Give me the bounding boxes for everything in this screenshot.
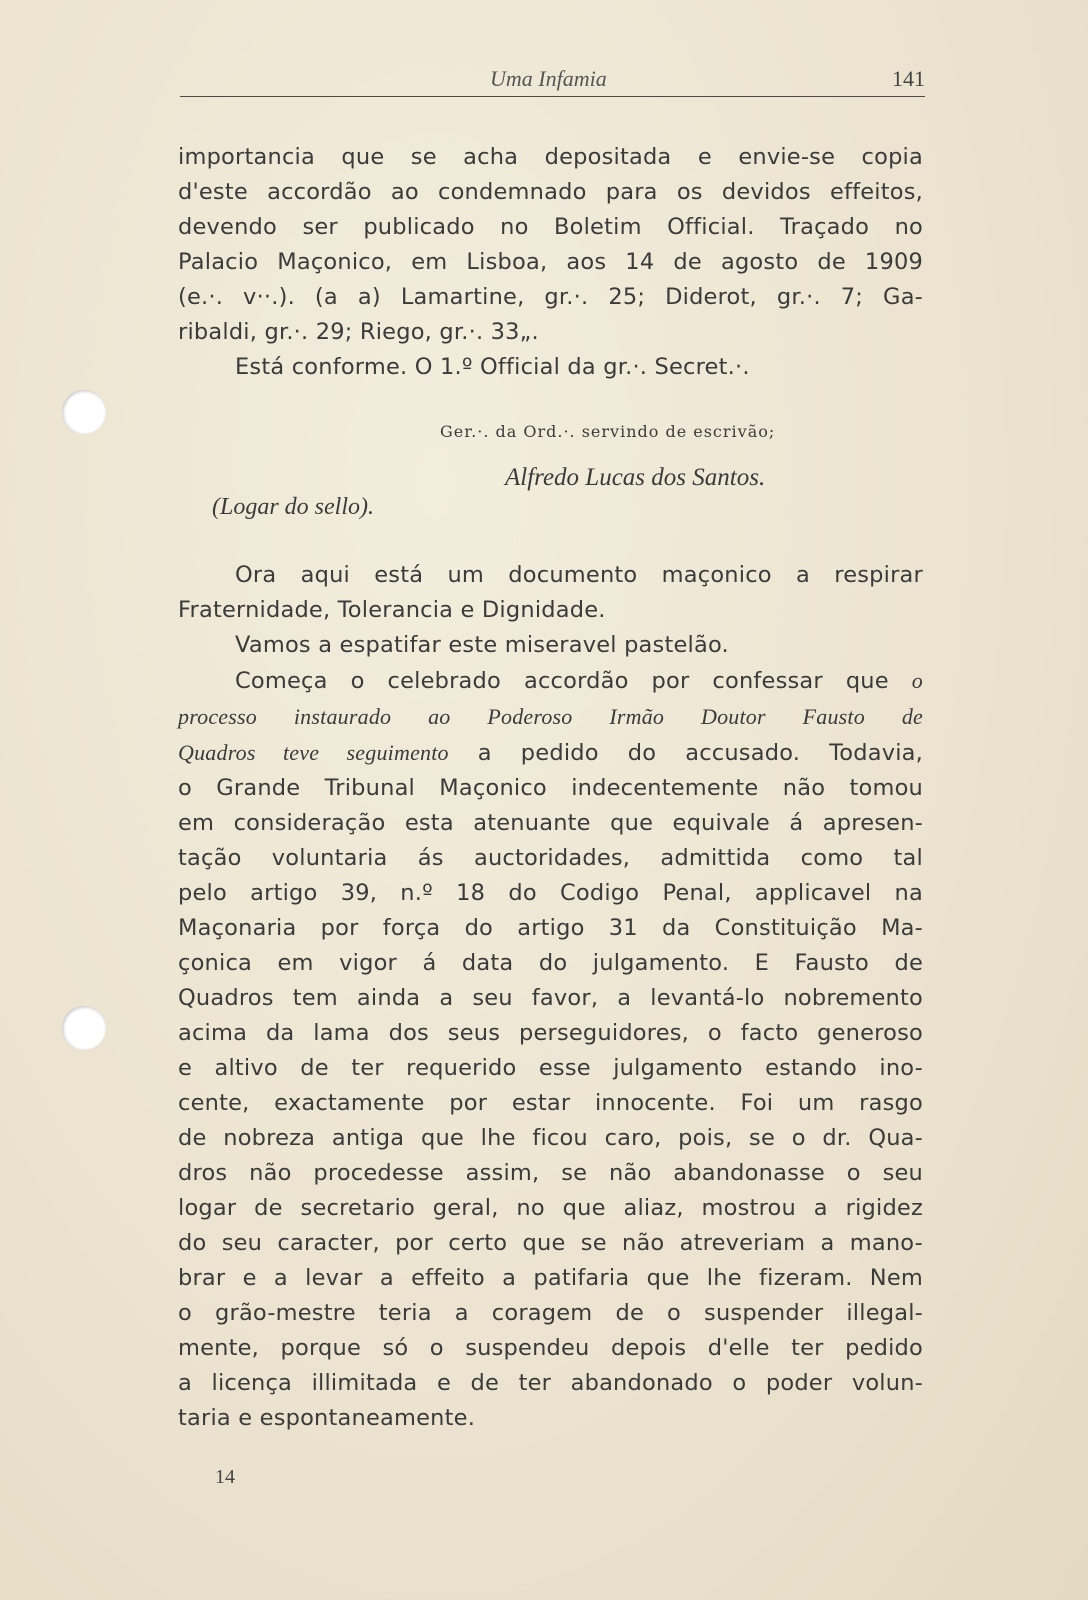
text-line: em consideração esta atenuante que equivale á apresen- [178,810,923,836]
text-line: acima da lama dos seus perseguidores, o facto generoso [178,1020,923,1046]
seal-place: (Logar do sello). [212,494,374,520]
printer-signature-mark: 14 [215,1466,235,1488]
text-line: Está conforme. O 1.º Official da gr.·. Secret.·. [235,354,750,380]
text-line: Palacio Maçonico, em Lisboa, aos 14 de agosto de 1909 [178,249,923,275]
signature-name: Alfredo Lucas dos Santos. [505,464,766,491]
text-line: logar de secretario geral, no que aliaz, mostrou a rigidez [178,1195,923,1221]
text-line: e altivo de ter requerido esse julgamento estando ino- [178,1055,923,1081]
text-line: taria e espontaneamente. [178,1405,476,1431]
text-line: de nobreza antiga que lhe ficou caro, pois, se o dr. Qua- [178,1125,923,1151]
text-line: cente, exactamente por estar innocente. Foi um rasgo [178,1090,923,1116]
paragraph-decree [178,140,923,385]
text-line: tação voluntaria ás auctoridades, admittida como tal [178,845,923,871]
italic-segment: o [911,668,923,693]
text-line: pelo artigo 39, n.º 18 do Codigo Penal, applicavel na [178,880,923,906]
italic-segment: processo instaurado ao Poderoso Irmão Doutor Fausto de [178,704,923,729]
text-line: Ora aqui está um documento maçonico a respirar [235,562,923,588]
italic-segment: Quadros teve seguimento [178,740,449,765]
text-line: ribaldi, gr.·. 29; Riego, gr.·. 33„. [178,319,539,345]
text-line: Fraternidade, Tolerancia e Dignidade. [178,597,606,623]
text-line: d'este accordão ao condemnado para os devidos effeitos, [178,179,923,205]
text-line: importancia que se acha depositada e envie-se copia [178,144,923,170]
text-line: Maçonaria por força do artigo 31 da Constituição Ma- [178,915,923,941]
text-line: devendo ser publicado no Boletim Official. Traçado no [178,214,923,240]
text-line [178,735,923,771]
page-number: 141 [892,66,925,91]
punch-hole-upper [62,390,106,434]
text-line: mente, porque só o suspendeu depois d'elle ter pedido [178,1335,923,1361]
text-segment: Começa o celebrado accordão por confessar que [235,668,912,694]
text-line: do seu caracter, por certo que se não atreveriam a mano- [178,1230,923,1256]
signature-official: Ger.·. da Ord.·. servindo de escrivão; [440,422,776,441]
text-line: a licença illimitada e de ter abandonado o poder volun- [178,1370,923,1396]
text-line: Vamos a espatifar este miseravel pastelão. [235,632,729,658]
text-line: brar e a levar a effeito a patifaria que lhe fizeram. Nem [178,1265,923,1291]
paragraph-commentary [178,558,923,1436]
running-title: Uma Infamia [490,66,607,91]
text-line: o grão-mestre teria a coragem de o suspender illegal- [178,1300,923,1326]
text-line [178,699,923,735]
text-line: dros não procedesse assim, se não abandonasse o seu [178,1160,923,1186]
text-line: (e.·. v··.). (a a) Lamartine, gr.·. 25; Diderot, gr.·. 7; Ga- [178,284,923,310]
text-line [178,663,923,699]
text-segment: a pedido do accusado. Todavia, [448,740,924,766]
page-header [180,66,925,97]
text-line: o Grande Tribunal Maçonico indecentemente não tomou [178,775,923,801]
text-line: Quadros tem ainda a seu favor, a levantá-lo nobremento [178,985,923,1011]
text-line: çonica em vigor á data do julgamento. E Fausto de [178,950,923,976]
punch-hole-lower [62,1006,106,1050]
